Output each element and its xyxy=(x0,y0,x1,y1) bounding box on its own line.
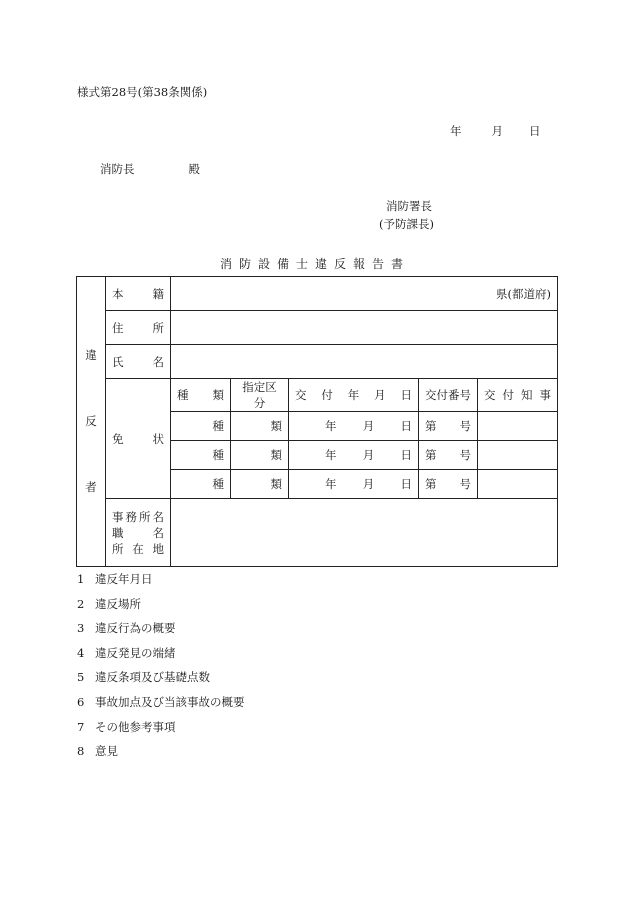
violation-report-table xyxy=(76,276,558,567)
violator-char: 反 xyxy=(85,413,97,428)
license-category-cell[interactable]: 類 xyxy=(231,412,289,441)
license-header-number: 交付番号 xyxy=(419,379,478,412)
addressee xyxy=(100,161,200,177)
chief-subtitle: (予防課長) xyxy=(379,217,434,231)
list-item: 2 違反場所 xyxy=(77,596,141,611)
addressee-honorific: 殿 xyxy=(188,162,200,176)
license-number-cell[interactable]: 第 号 xyxy=(419,412,478,441)
license-label: 免 状 xyxy=(106,379,171,499)
date-line xyxy=(450,123,541,139)
address-field[interactable] xyxy=(171,311,558,345)
list-item: 6 事故加点及び当該事故の概要 xyxy=(77,694,245,709)
license-kind-cell[interactable]: 種 xyxy=(171,441,231,470)
license-date-cell[interactable]: 年 月 日 xyxy=(289,412,419,441)
license-category-cell[interactable]: 類 xyxy=(231,441,289,470)
list-item: 1 違反年月日 xyxy=(77,572,153,586)
date-year-label: 年 xyxy=(450,124,462,138)
license-kind-cell[interactable]: 種 xyxy=(171,470,231,499)
license-number-cell[interactable]: 第 号 xyxy=(419,441,478,470)
license-header-governor: 交 付 知 事 xyxy=(478,379,558,412)
report-items-list xyxy=(77,572,245,769)
list-item: 7 その他参考事項 xyxy=(77,719,176,734)
name-label: 氏 名 xyxy=(106,345,171,379)
date-day-label: 日 xyxy=(529,124,541,138)
office-field[interactable] xyxy=(171,499,558,567)
list-item: 3 違反行為の概要 xyxy=(77,621,176,636)
license-date-cell[interactable]: 年 月 日 xyxy=(289,441,419,470)
honseki-label: 本 籍 xyxy=(106,277,171,311)
violator-char: 違 xyxy=(85,347,97,362)
license-category-cell[interactable]: 類 xyxy=(231,470,289,499)
license-header-kind: 種 類 xyxy=(171,379,231,412)
license-kind-cell[interactable]: 種 xyxy=(171,412,231,441)
form-number: 様式第28号(第38条関係) xyxy=(77,85,208,99)
list-item: 8 意見 xyxy=(77,744,118,759)
license-governor-cell[interactable] xyxy=(478,470,558,499)
report-title: 消防設備士違反報告書 xyxy=(219,257,410,271)
honseki-field[interactable] xyxy=(171,277,558,311)
license-number-cell[interactable]: 第 号 xyxy=(419,470,478,499)
honseki-suffix: 県(都道府) xyxy=(496,286,552,301)
office-labels: 事 務 所 名 職 名 所 在 地 xyxy=(106,499,171,567)
license-governor-cell[interactable] xyxy=(478,441,558,470)
license-date-cell[interactable]: 年 月 日 xyxy=(289,470,419,499)
date-month-label: 月 xyxy=(491,124,503,138)
violator-label-cell xyxy=(77,277,106,567)
violator-char: 者 xyxy=(85,480,97,494)
address-label: 住 所 xyxy=(106,311,171,345)
addressee-title: 消防長 xyxy=(100,162,135,176)
list-item: 4 違反発見の端緒 xyxy=(77,645,176,660)
chief-title: 消防署長 xyxy=(386,199,432,213)
name-field[interactable] xyxy=(171,345,558,379)
license-governor-cell[interactable] xyxy=(478,412,558,441)
list-item: 5 違反条項及び基礎点数 xyxy=(77,670,210,685)
license-header-issue-date: 交 付 年 月 日 xyxy=(289,379,419,412)
license-header-category: 指定区分 xyxy=(231,379,289,412)
